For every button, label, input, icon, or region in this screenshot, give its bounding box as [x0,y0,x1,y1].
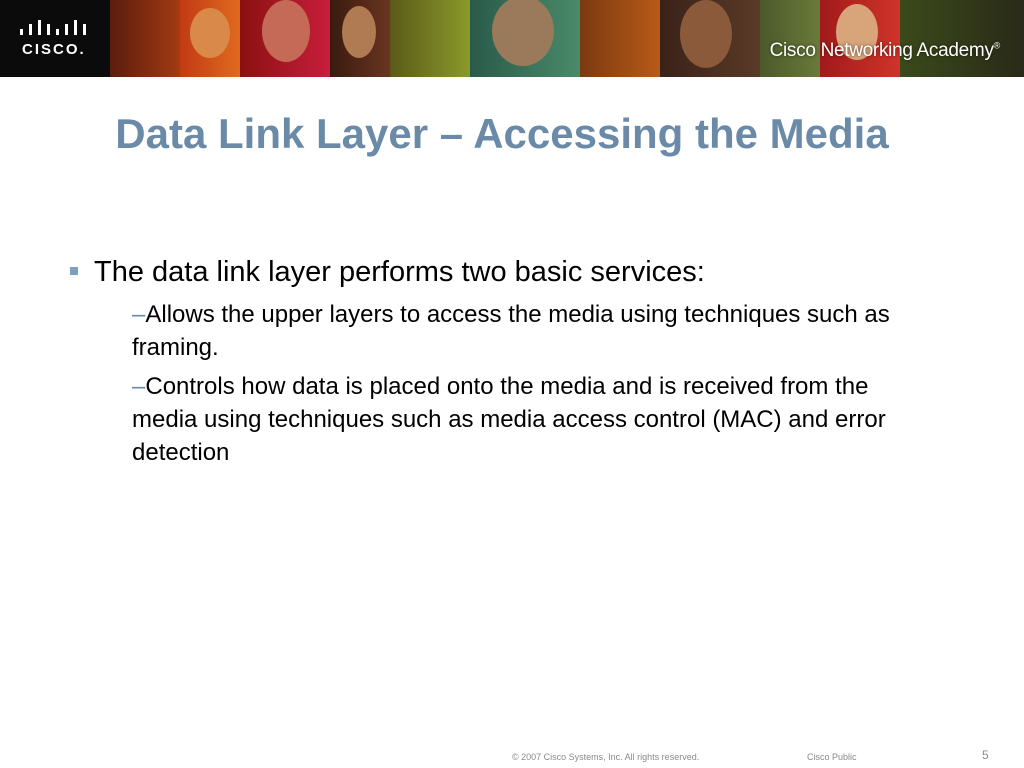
slide-title: Data Link Layer – Accessing the Media [115,110,889,157]
sub-bullet [132,370,932,469]
square-bullet-icon [70,267,78,275]
academy-label: Cisco Networking Academy [769,40,994,61]
main-bullet [70,252,950,292]
slide-body [70,252,950,473]
cisco-logo [0,0,110,77]
sub-bullet [132,298,932,364]
photo-panel [390,0,470,77]
photo-panel [580,0,660,77]
dash-marker: – [132,301,146,328]
photo-panel [240,0,330,77]
dash-marker: – [132,373,146,400]
photo-strip [110,0,1024,77]
footer-copyright: © 2007 Cisco Systems, Inc. All rights reserved. [512,752,700,762]
footer-classification: Cisco Public [807,752,857,762]
photo-panel [660,0,760,77]
header-banner [0,0,1024,77]
cisco-bridge-icon [20,20,90,38]
photo-panel [900,0,1024,77]
sub-bullet-text: Controls how data is placed onto the media and is received from the media using techniques such as media access control (MAC) and error detection [132,373,886,466]
academy-brand [770,40,1000,62]
photo-panel [110,0,180,77]
page-number: 5 [982,748,989,762]
photo-panel [470,0,580,77]
photo-panel [760,0,820,77]
photo-panel [180,0,240,77]
photo-panel [820,0,900,77]
registered-mark: ® [993,40,1000,51]
sub-bullet-list [132,298,932,469]
sub-bullet-text: Allows the upper layers to access the media using techniques such as framing. [132,301,890,361]
main-bullet-text: The data link layer performs two basic services: [94,256,705,288]
logo-text: CISCO. [22,41,86,58]
photo-panel [330,0,390,77]
